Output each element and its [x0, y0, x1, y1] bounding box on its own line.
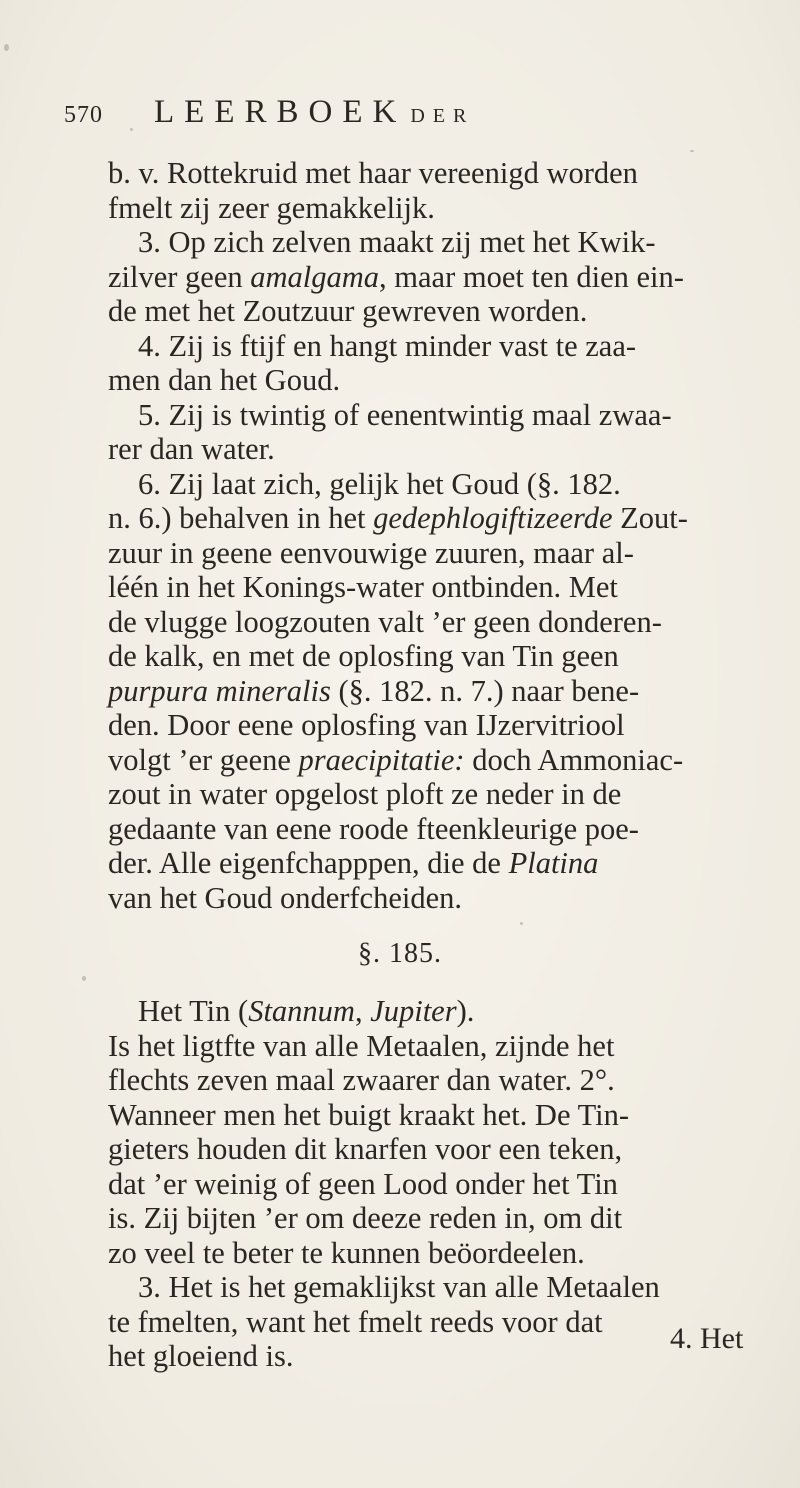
text-segment: , maar moet ten dien ein- — [379, 259, 684, 294]
text-segment: 3. Het is het gemaklijkst van alle Metaalen — [138, 1270, 660, 1304]
section-heading: §. 185. — [358, 938, 442, 969]
text-segment: der. Alle eigenfchapppen, die de — [108, 846, 509, 880]
page-number: 570 — [64, 102, 103, 128]
text-segment: praecipitatie: — [298, 742, 465, 777]
catchword: 4. Het — [670, 1322, 744, 1355]
text-segment: rer dan water. — [108, 432, 275, 466]
text-segment: zo veel te beter te kunnen beöordeelen. — [108, 1235, 585, 1270]
text-line — [108, 639, 788, 674]
text-segment: zilver geen — [108, 259, 251, 294]
text-line — [108, 1029, 788, 1064]
text-line — [108, 570, 788, 605]
text-line — [108, 156, 788, 191]
text-line — [108, 708, 788, 743]
text-segment: is. Zij bijten ’er om deeze reden in, om dit — [108, 1201, 623, 1235]
text-segment: , — [354, 994, 371, 1028]
text-segment: n. 6.) behalven in het — [108, 501, 374, 535]
text-line — [108, 398, 788, 433]
running-title — [154, 94, 474, 131]
text-segment: b. v. Rottekruid met haar vereenigd worden — [108, 156, 638, 190]
text-line — [108, 1236, 788, 1271]
text-segment: Is het ligtfte van alle Metaalen, zijnde het — [108, 1028, 615, 1063]
text-segment: gedaante van eene roode fteenkleurige poe- — [108, 811, 639, 846]
text-line — [108, 1132, 788, 1167]
text-segment: gieters houden dit knarfen voor een teken, — [108, 1132, 623, 1166]
text-segment: zout in water opgelost ploft ze neder in de — [108, 777, 622, 811]
text-line — [108, 812, 788, 847]
text-segment: 3. Op zich zelven maakt zij met het Kwik- — [138, 225, 656, 259]
text-block-2 — [108, 994, 788, 1374]
text-segment: 5. Zij is twintig of eenentwintig maal zwaa- — [138, 397, 672, 432]
text-segment: ). — [456, 994, 475, 1028]
text-segment: Platina — [508, 846, 599, 880]
text-segment: flechts zeven maal zwaarer dan water. 2°. — [108, 1063, 615, 1097]
text-segment: de kalk, en met de oplosfing van Tin geen — [108, 639, 619, 673]
text-line — [108, 674, 788, 709]
text-segment: de met het Zoutzuur gewreven worden. — [108, 294, 588, 328]
running-title-suffix: DER — [410, 105, 475, 127]
text-segment: den. Door eene oplosfing van IJzervitriool — [108, 708, 625, 742]
text-segment: te fmelten, want het fmelt reeds voor dat — [108, 1304, 603, 1339]
text-line — [108, 881, 788, 916]
text-line — [108, 1098, 788, 1133]
text-segment: doch Ammoniac- — [464, 742, 684, 777]
text-segment: Het Tin ( — [138, 994, 249, 1028]
text-block-1 — [108, 156, 788, 915]
text-line — [108, 1201, 788, 1236]
text-line — [108, 994, 788, 1029]
text-line — [108, 743, 788, 778]
text-line — [108, 432, 788, 467]
text-segment: dat ’er weinig of geen Lood onder het Tin — [108, 1166, 618, 1201]
text-segment: men dan het Goud. — [108, 363, 341, 397]
text-line — [108, 260, 788, 295]
text-segment: 6. Zij laat zich, gelijk het Goud (§. 182. — [138, 466, 621, 501]
text-segment: zuur in geene eenvouwige zuuren, maar al- — [108, 535, 634, 570]
text-segment: het gloeiend is. — [108, 1339, 294, 1373]
text-line — [108, 1167, 788, 1202]
text-segment: de vlugge loogzouten valt ’er geen donderen- — [108, 604, 662, 639]
text-segment: van het Goud onderfcheiden. — [108, 880, 463, 915]
text-segment: 4. Zij is ftijf en hangt minder vast te zaa- — [138, 328, 637, 363]
text-line — [108, 536, 788, 571]
text-segment: Stannum — [248, 994, 355, 1028]
text-line — [108, 1063, 788, 1098]
text-line — [108, 846, 788, 881]
text-segment: Jupiter — [370, 994, 457, 1028]
text-segment: léén in het Konings-water ontbinden. Met — [108, 570, 618, 604]
text-segment: gedephlogiftizeerde — [373, 501, 613, 535]
text-line — [108, 363, 788, 398]
text-line — [108, 467, 788, 502]
text-line — [108, 294, 788, 329]
text-line — [108, 501, 788, 536]
text-line — [108, 191, 788, 226]
running-title-main: LEERBOEK — [154, 94, 407, 130]
text-segment: (§. 182. n. 7.) naar bene- — [330, 673, 640, 708]
text-line — [108, 605, 788, 640]
text-segment: Zout- — [612, 501, 688, 535]
text-segment: Wanneer men het buigt kraakt het. De Tin- — [108, 1097, 630, 1132]
text-line — [108, 777, 788, 812]
text-line — [108, 329, 788, 364]
page-header — [64, 94, 764, 134]
text-segment: amalgama — [250, 259, 380, 294]
text-line — [108, 1270, 788, 1305]
text-segment: fmelt zij zeer gemakkelijk. — [108, 190, 435, 225]
text-segment: volgt ’er geene — [108, 742, 299, 777]
text-segment: purpura mineralis — [108, 673, 331, 708]
text-line — [108, 225, 788, 260]
